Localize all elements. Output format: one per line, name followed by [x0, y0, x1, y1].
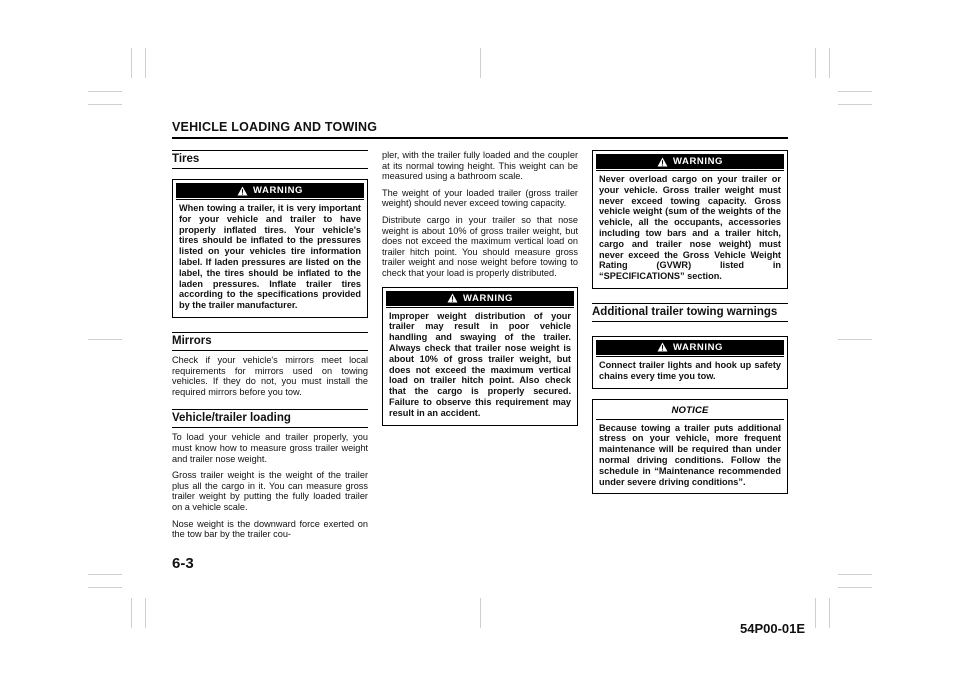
warning-header: [596, 340, 784, 355]
body-paragraph: pler, with the trailer fully loaded and the coupler at its normal towing height. This weight can be measured using a bathroom scale.: [382, 150, 578, 182]
crop-mark: [145, 48, 146, 78]
overload-warning-box: [592, 150, 788, 289]
body-paragraph: Distribute cargo in your trailer so that nose weight is about 10% of gross trailer weight, but does not exceed the maximum vertical load on trailer hitch point. You should measure gross trailer weight and nose weight before towing to check that your load is properly distributed.: [382, 214, 578, 278]
warning-label: WARNING: [672, 341, 724, 353]
column-left: [172, 150, 368, 546]
warning-triangle-icon: [657, 342, 668, 352]
page-number: 6-3: [172, 555, 194, 572]
mirrors-paragraph: Check if your vehicle's mirrors meet local requirements for mirrors used on towing vehicles. If they do not, you must install the required mirrors before you tow.: [172, 354, 368, 397]
crop-mark: [815, 598, 816, 628]
crop-mark: [815, 48, 816, 78]
crop-mark: [88, 574, 122, 575]
notice-header: [596, 403, 784, 418]
crop-mark: [838, 339, 872, 340]
body-paragraph: The weight of your loaded trailer (gross trailer weight) should never exceed towing capacity.: [382, 187, 578, 209]
crop-mark: [829, 48, 830, 78]
weight-distribution-warning-box: [382, 287, 578, 426]
notice-text: Because towing a trailer puts additional stress on your vehicle, more frequent maintenance will be required than under normal driving conditions. Follow the schedule in “Maintenance recommended under severe driving conditions”.: [599, 422, 781, 487]
warning-text: Connect trailer lights and hook up safety chains every time you tow.: [599, 359, 781, 381]
warning-text: When towing a trailer, it is very important for your vehicle and trailer to have properly inflated tires. Your vehicle's tires should be inflated to the pressures listed on your vehicles tire information label. If laden pressures are listed on the label, the tires should be inflated to the laden pressures. Inflate trailer tires according to the specifications provided by the trailer manufacturer.: [179, 203, 361, 311]
warning-text: Never overload cargo on your trailer or your vehicle. Gross trailer weight must never exceed towing capacity. Gross vehicle weight (sum of the weights of the vehicle, all the occupants, accessories including tow bars and a trailer hitch, cargo and trailer nose weight) must never exceed the Gross Vehicle Weight Rating (GVWR) listed in “SPECIFICATIONS” section.: [599, 174, 781, 282]
crop-mark: [88, 91, 122, 92]
crop-mark: [131, 48, 132, 78]
crop-mark: [88, 104, 122, 105]
crop-mark: [838, 574, 872, 575]
loading-paragraph: Nose weight is the downward force exerted on the tow bar by the trailer cou-: [172, 518, 368, 540]
crop-mark: [838, 91, 872, 92]
column-right: [592, 150, 788, 504]
header-rule: [172, 137, 788, 139]
warning-header: [176, 183, 364, 198]
warning-triangle-icon: [447, 293, 458, 303]
crop-mark: [838, 587, 872, 588]
crop-mark: [838, 104, 872, 105]
loading-paragraph: To load your vehicle and trailer properly, you must know how to measure gross trailer weight and trailer nose weight.: [172, 432, 368, 464]
crop-mark: [131, 598, 132, 628]
warning-label: WARNING: [672, 156, 724, 167]
notice-rule: [596, 419, 784, 420]
mirrors-heading: Mirrors: [172, 332, 368, 351]
warning-rule: [386, 307, 574, 308]
crop-mark: [480, 48, 481, 78]
warning-text: Improper weight distribution of your trailer may result in poor vehicle handling and swaying of the trailer. Always check that trailer nose weight is about 10% of gross trailer weight, but does not exceed the maximum vertical load on trailer hitch point. Also check that the cargo is properly secured. Failure to observe this requirement may result in an accident.: [389, 310, 571, 418]
crop-mark: [145, 598, 146, 628]
warning-rule: [596, 356, 784, 357]
chapter-title: VEHICLE LOADING AND TOWING: [172, 120, 378, 134]
column-middle: [382, 150, 578, 436]
crop-mark: [480, 598, 481, 628]
warning-header: [596, 154, 784, 169]
document-code: 54P00-01E: [740, 621, 806, 636]
crop-mark: [88, 339, 122, 340]
warning-label: WARNING: [462, 292, 514, 304]
warning-rule: [596, 170, 784, 171]
loading-paragraph: Gross trailer weight is the weight of the trailer plus all the cargo in it. You can measure gross trailer weight by putting the fully loaded trailer on a vehicle scale.: [172, 470, 368, 512]
warning-triangle-icon: [657, 157, 668, 167]
additional-warnings-heading: Additional trailer towing warnings: [592, 303, 788, 322]
warning-label: WARNING: [252, 185, 304, 196]
notice-label: NOTICE: [671, 404, 709, 416]
maintenance-notice-box: [592, 399, 788, 495]
crop-mark: [829, 598, 830, 628]
warning-header: [386, 291, 574, 306]
tires-heading: Tires: [172, 150, 368, 169]
warning-triangle-icon: [237, 186, 248, 196]
lights-warning-box: [592, 336, 788, 389]
warning-rule: [176, 199, 364, 200]
crop-mark: [88, 587, 122, 588]
loading-heading: Vehicle/trailer loading: [172, 409, 368, 428]
tires-warning-box: [172, 179, 368, 318]
